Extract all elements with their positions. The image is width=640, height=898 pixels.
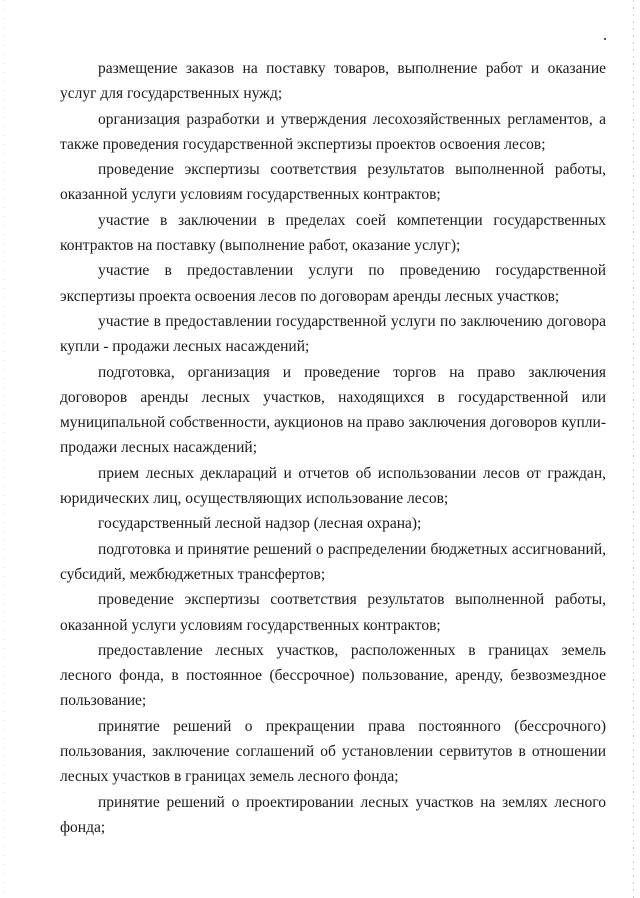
- paragraph: принятие решений о прекращении права постоянного (бессрочного) пользования, заключение соглашений об установлении сервитутов в отношении лесных участков в границах земель лесного фонда;: [60, 717, 606, 786]
- paragraph: участие в заключении в пределах соей компетенции государственных контрактов на поставку (выполнение работ, оказание услуг);: [60, 211, 606, 255]
- document-body: [60, 56, 606, 840]
- paragraph: организация разработки и утверждения лесохозяйственных регламентов, а также проведения государственной экспертизы проектов освоения лесов;: [60, 110, 606, 153]
- scan-speck: [604, 38, 606, 40]
- paragraph: подготовка, организация и проведение торгов на право заключения договоров аренды лесных участков, находящихся в государственной или муниципальной собственности, аукционов на право заключения договоров купли-продажи лесных насаждений;: [60, 363, 606, 457]
- paragraph: государственный лесной надзор (лесная охрана);: [98, 515, 422, 533]
- paragraph: размещение заказов на поставку товаров, выполнение работ и оказание услуг для государственных нужд;: [60, 60, 606, 103]
- paragraph: проведение экспертизы соответствия результатов выполненной работы, оказанной услуги условиям государственных контрактов;: [60, 161, 606, 204]
- paragraph: подготовка и принятие решений о распределении бюджетных ассигнований, субсидий, межбюджетных трансфертов;: [60, 540, 606, 583]
- paragraph: прием лесных деклараций и отчетов об использовании лесов от граждан, юридических лиц, осуществляющих использование лесов;: [60, 464, 606, 508]
- paragraph: проведение экспертизы соответствия результатов выполненной работы, оказанной услуги условиям государственных контрактов;: [60, 591, 606, 634]
- scan-edge-right: [633, 0, 634, 898]
- paragraph: принятие решений о проектировании лесных участков на землях лесного фонда;: [60, 793, 606, 836]
- paragraph: предоставление лесных участков, расположенных в границах земель лесного фонда, в постоянное (бессрочное) пользование, аренду, безвозмездное пользование;: [60, 641, 606, 710]
- scan-edge-left: [3, 0, 4, 898]
- paragraph: участие в предоставлении государственной услуги по заключению договора купли - продажи лесных насаждений;: [60, 312, 606, 356]
- paragraph: участие в предоставлении услуги по проведению государственной экспертизы проекта освоения лесов по договорам аренды лесных участков;: [60, 262, 606, 305]
